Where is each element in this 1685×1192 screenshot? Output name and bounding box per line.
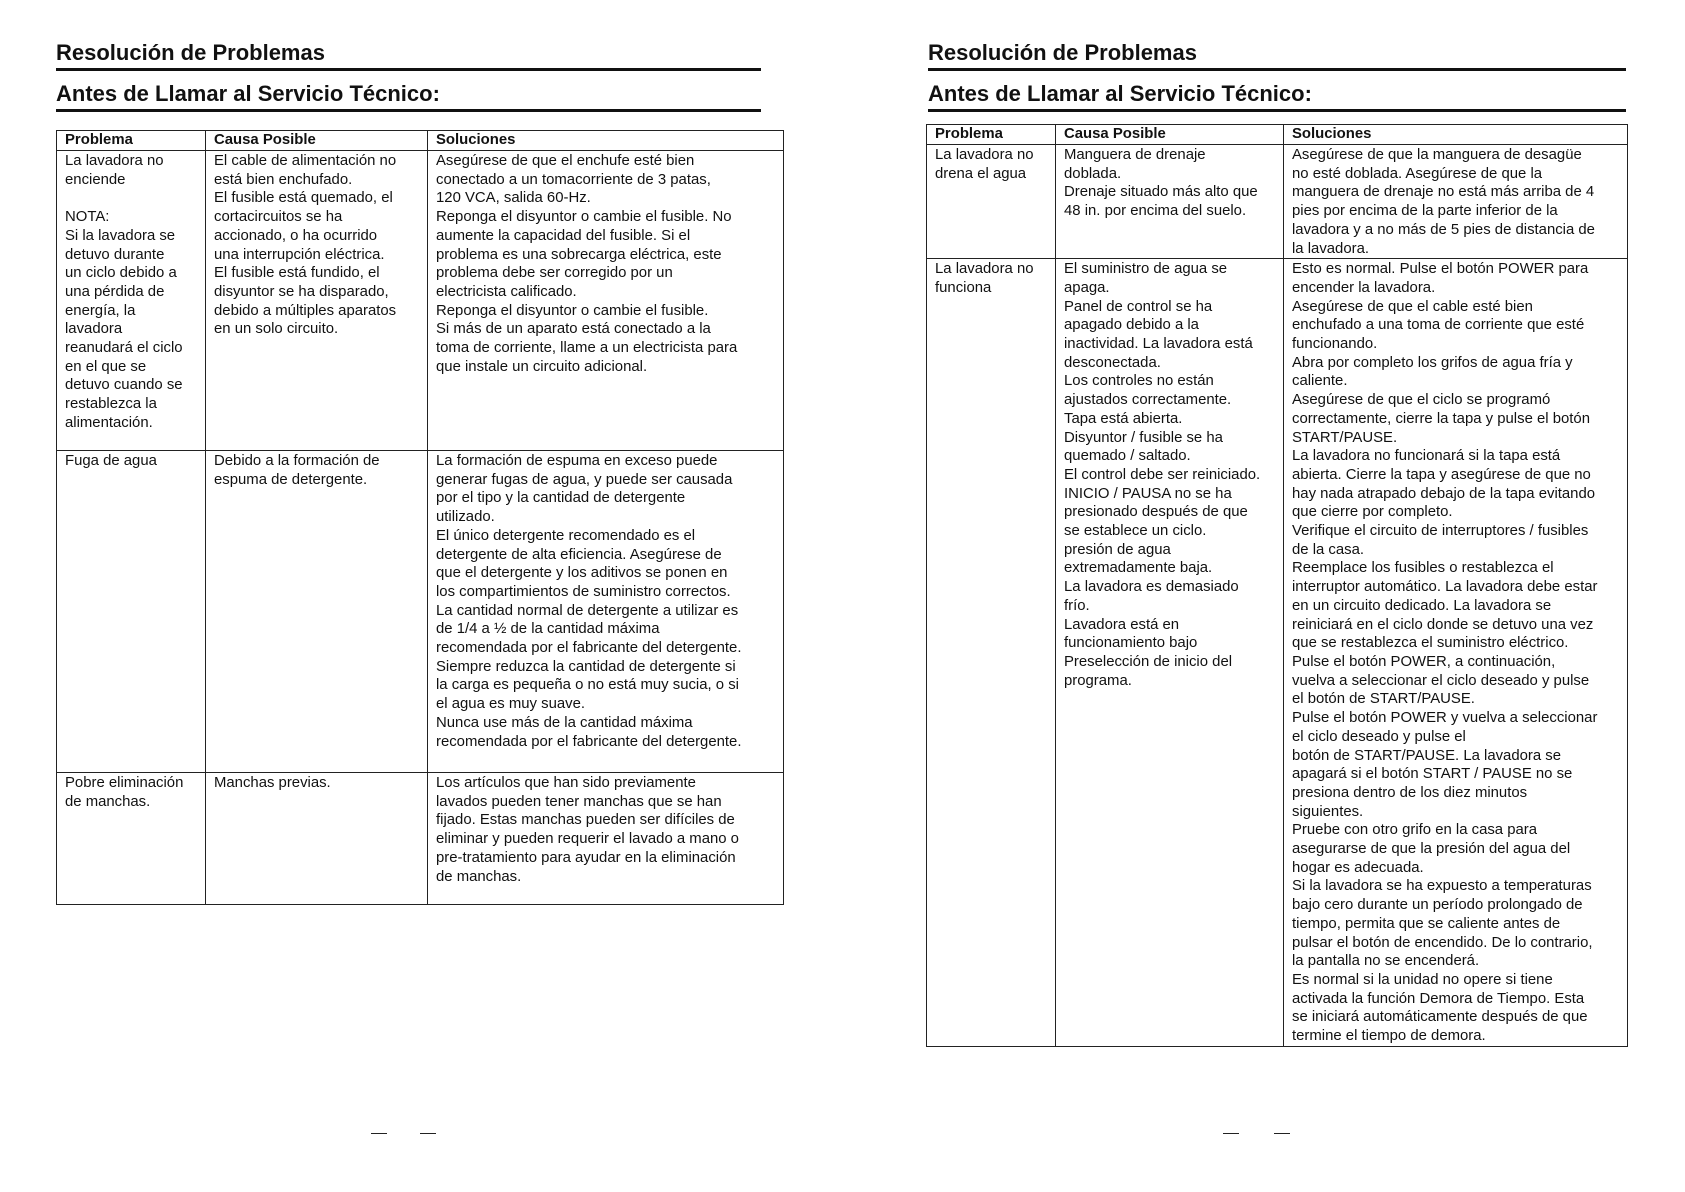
cause-line: está bien enchufado.: [214, 171, 353, 188]
solution-line: la pantalla no se encenderá.: [1292, 953, 1480, 970]
solution-cell: [428, 451, 784, 773]
solution-line: Siempre reduzca la cantidad de detergente si: [436, 658, 736, 675]
troubleshooting-table-left: [56, 130, 784, 905]
cause-cell: [1056, 145, 1284, 259]
solution-line: abierta. Cierre la tapa y asegúrese de que no: [1292, 466, 1591, 483]
solution-line: Asegúrese de que la manguera de desagüe: [1292, 147, 1582, 163]
page-number-mark: [1223, 1133, 1239, 1134]
solution-line: problema es una sobrecarga eléctrica, este: [436, 246, 722, 263]
problem-line: de manchas.: [65, 793, 151, 810]
cause-line: apaga.: [1064, 279, 1110, 296]
cause-line: El fusible está quemado, el: [214, 190, 393, 207]
solution-line: electricista calificado.: [436, 283, 577, 300]
cause-line: accionado, o ha ocurrido: [214, 227, 378, 244]
cause-line: El cable de alimentación no: [214, 153, 397, 169]
solution-line: el botón de START/PAUSE.: [1292, 691, 1475, 708]
header-problem: Problema: [57, 131, 206, 151]
solution-line: START/PAUSE.: [1292, 429, 1398, 446]
problem-line: funciona: [935, 279, 992, 296]
table-row: [57, 773, 784, 905]
solution-line: correctamente, cierre la tapa y pulse el botón: [1292, 410, 1590, 427]
solution-line: asegurarse de que la presión del agua del: [1292, 841, 1571, 858]
page-title: Resolución de Problemas: [928, 40, 1626, 71]
solution-line: Abra por completo los grifos de agua fría y: [1292, 354, 1573, 371]
cause-cell: [1056, 259, 1284, 1047]
cause-line: La lavadora es demasiado: [1064, 579, 1239, 596]
cause-line: apagado debido a la: [1064, 317, 1199, 334]
solution-line: que se restablezca el suministro eléctrico.: [1292, 635, 1569, 652]
solution-line: el ciclo deseado y pulse el: [1292, 728, 1466, 745]
solution-line: Si más de un aparato está conectado a la: [436, 321, 711, 338]
cause-line: espuma de detergente.: [214, 471, 368, 488]
solution-line: apagará si el botón START / PAUSE no se: [1292, 766, 1573, 783]
problem-line: en el que se: [65, 358, 147, 375]
problem-cell: [57, 451, 206, 773]
problem-line: La lavadora no: [935, 261, 1034, 278]
problem-line: NOTA:: [65, 209, 110, 226]
solution-cell: [1284, 145, 1628, 259]
solution-line: la lavadora.: [1292, 240, 1369, 257]
page-number-mark: [420, 1133, 436, 1134]
solution-line: Reemplace los fusibles o restablezca el: [1292, 560, 1554, 577]
cause-line: Disyuntor / fusible se ha: [1064, 429, 1223, 446]
solution-line: Pruebe con otro grifo en la casa para: [1292, 822, 1538, 839]
solution-line: Es normal si la unidad no opere si tiene: [1292, 971, 1553, 988]
cause-line: Preselección de inicio del: [1064, 653, 1233, 670]
solution-line: botón de START/PAUSE. La lavadora se: [1292, 747, 1562, 764]
cause-cell: [206, 451, 428, 773]
cause-line: funcionamiento bajo: [1064, 635, 1198, 652]
solution-line: fijado. Estas manchas pueden ser difíciles de: [436, 812, 735, 829]
table-row: [57, 451, 784, 773]
solution-line: se iniciará automáticamente después de que: [1292, 1009, 1588, 1026]
solution-line: Pulse el botón POWER y vuelva a seleccionar: [1292, 710, 1598, 727]
solution-line: 120 VCA, salida 60-Hz.: [436, 190, 591, 207]
solution-line: no esté doblada. Asegúrese de que la: [1292, 165, 1543, 182]
solution-line: conectado a un tomacorriente de 3 patas,: [436, 171, 711, 188]
cause-line: se establece un ciclo.: [1064, 523, 1207, 540]
cause-line: frío.: [1064, 597, 1090, 614]
cause-line: disyuntor se ha disparado,: [214, 283, 389, 300]
cause-line: programa.: [1064, 672, 1132, 689]
solution-line: de 1/4 a ½ de la cantidad máxima: [436, 621, 660, 638]
cause-line: Debido a la formación de: [214, 453, 380, 469]
problem-line: reanudará el ciclo: [65, 340, 183, 357]
problem-line: una pérdida de: [65, 283, 165, 300]
header-cause: Causa Posible: [206, 131, 428, 151]
page-subtitle: Antes de Llamar al Servicio Técnico:: [928, 81, 1626, 112]
solution-line: recomendada por el fabricante del detergente.: [436, 733, 742, 750]
cause-line: cortacircuitos se ha: [214, 209, 343, 226]
solution-line: La lavadora no funcionará si la tapa está: [1292, 448, 1561, 465]
cause-line: Los controles no están: [1064, 373, 1214, 390]
problem-line: detuvo durante: [65, 246, 165, 263]
solution-line: La formación de espuma en exceso puede: [436, 453, 718, 469]
table-header-row: [57, 131, 784, 151]
solution-line: la carga es pequeña o no está muy sucia, o si: [436, 677, 739, 694]
solution-line: tiempo, permita que se caliente antes de: [1292, 915, 1561, 932]
problem-line: La lavadora no: [935, 147, 1034, 163]
solution-line: de manchas.: [436, 868, 522, 885]
problem-line: drena el agua: [935, 165, 1027, 182]
problem-line: un ciclo debido a: [65, 265, 177, 282]
cause-line: doblada.: [1064, 165, 1122, 182]
solution-line: manguera de drenaje no está más arriba de 4: [1292, 184, 1595, 201]
solution-line: reiniciará en el ciclo donde se detuvo una vez: [1292, 616, 1594, 633]
solution-line: pulsar el botón de encendido. De lo contrario,: [1292, 934, 1593, 951]
cause-line: El fusible está fundido, el: [214, 265, 380, 282]
cause-line: presión de agua: [1064, 541, 1171, 558]
solution-line: hogar es adecuada.: [1292, 859, 1424, 876]
solution-line: Asegúrese de que el enchufe esté bien: [436, 153, 695, 169]
cause-cell: [206, 773, 428, 905]
cause-line: quemado / saltado.: [1064, 448, 1191, 465]
solution-line: Si la lavadora se ha expuesto a temperaturas: [1292, 878, 1592, 895]
cause-line: Tapa está abierta.: [1064, 410, 1183, 427]
solution-line: interruptor automático. La lavadora debe estar: [1292, 579, 1598, 596]
problem-line: Pobre eliminación: [65, 775, 184, 791]
solution-line: hay nada atrapado debajo de la tapa evitando: [1292, 485, 1596, 502]
solution-cell: [428, 151, 784, 451]
page-number-mark: [1274, 1133, 1290, 1134]
cause-line: Drenaje situado más alto que: [1064, 184, 1258, 201]
cause-line: una interrupción eléctrica.: [214, 246, 385, 263]
solution-line: por el tipo y la cantidad de detergente: [436, 490, 686, 507]
problem-cell: [927, 145, 1056, 259]
solution-line: eliminar y pueden requerir el lavado a mano o: [436, 831, 739, 848]
problem-cell: [57, 151, 206, 451]
cause-line: Lavadora está en: [1064, 616, 1180, 633]
solution-line: bajo cero durante un período prolongado de: [1292, 897, 1583, 914]
cause-line: El suministro de agua se: [1064, 261, 1228, 278]
solution-line: siguientes.: [1292, 803, 1364, 820]
header-cause: Causa Posible: [1056, 125, 1284, 145]
solution-line: problema debe ser corregido por un: [436, 265, 673, 282]
solution-line: activada la función Demora de Tiempo. Esta: [1292, 990, 1585, 1007]
problem-line: La lavadora no: [65, 153, 164, 169]
solution-line: Esto es normal. Pulse el botón POWER para: [1292, 261, 1589, 278]
cause-line: desconectada.: [1064, 354, 1161, 371]
cause-line: presionado después de que: [1064, 504, 1248, 521]
solution-line: en un circuito dedicado. La lavadora se: [1292, 597, 1552, 614]
solution-line: generar fugas de agua, y puede ser causada: [436, 471, 733, 488]
solution-line: que cierre por completo.: [1292, 504, 1453, 521]
solution-line: Reponga el disyuntor o cambie el fusible.: [436, 302, 709, 319]
solution-line: encender la lavadora.: [1292, 279, 1436, 296]
solution-line: utilizado.: [436, 509, 495, 526]
solution-line: La cantidad normal de detergente a utilizar es: [436, 602, 739, 619]
solution-line: El único detergente recomendado es el: [436, 527, 696, 544]
solution-line: los compartimientos de suministro correctos.: [436, 583, 731, 600]
cause-line: inactividad. La lavadora está: [1064, 336, 1253, 353]
solution-line: lavados pueden tener manchas que se han: [436, 793, 722, 810]
solution-line: presiona dentro de los diez minutos: [1292, 784, 1528, 801]
solution-line: termine el tiempo de demora.: [1292, 1028, 1486, 1045]
cause-line: El control debe ser reiniciado.: [1064, 466, 1261, 483]
problem-cell: [57, 773, 206, 905]
header-solution: Soluciones: [428, 131, 784, 151]
header-solution: Soluciones: [1284, 125, 1628, 145]
solution-line: Los artículos que han sido previamente: [436, 775, 696, 791]
page-title: Resolución de Problemas: [56, 40, 761, 71]
solution-cell: [428, 773, 784, 905]
problem-line: energía, la: [65, 302, 136, 319]
cause-line: en un solo circuito.: [214, 321, 339, 338]
cause-line: Manchas previas.: [214, 775, 331, 791]
page-subtitle: Antes de Llamar al Servicio Técnico:: [56, 81, 761, 112]
solution-line: enchufado a una toma de corriente que esté: [1292, 317, 1585, 334]
table-row: [57, 151, 784, 451]
solution-line: que el detergente y los aditivos se ponen en: [436, 565, 728, 582]
solution-line: Verifique el circuito de interruptores / fusibles: [1292, 523, 1589, 540]
solution-line: Asegúrese de que el ciclo se programó: [1292, 392, 1551, 409]
problem-line: [65, 189, 197, 208]
solution-line: Pulse el botón POWER, a continuación,: [1292, 653, 1556, 670]
solution-line: pre-tratamiento para ayudar en la eliminación: [436, 849, 736, 866]
problem-line: Si la lavadora se: [65, 227, 176, 244]
table-header-row: [927, 125, 1628, 145]
solution-cell: [1284, 259, 1628, 1047]
troubleshooting-table-right: [926, 124, 1628, 1047]
solution-line: caliente.: [1292, 373, 1348, 390]
solution-line: Asegúrese de que el cable esté bien: [1292, 298, 1533, 315]
problem-line: alimentación.: [65, 414, 153, 431]
solution-line: lavadora y a no más de 5 pies de distancia de: [1292, 221, 1595, 238]
solution-line: que instale un circuito adicional.: [436, 358, 648, 375]
solution-line: de la casa.: [1292, 541, 1365, 558]
problem-line: lavadora: [65, 321, 123, 338]
cause-line: extremadamente baja.: [1064, 560, 1213, 577]
cause-line: Manguera de drenaje: [1064, 147, 1206, 163]
table-row: [927, 145, 1628, 259]
solution-line: vuelva a seleccionar el ciclo deseado y pulse: [1292, 672, 1590, 689]
solution-line: funcionando.: [1292, 336, 1378, 353]
solution-line: Reponga el disyuntor o cambie el fusible. No: [436, 209, 732, 226]
cause-line: ajustados correctamente.: [1064, 392, 1232, 409]
header-problem: Problema: [927, 125, 1056, 145]
solution-line: el agua es muy suave.: [436, 696, 585, 713]
problem-line: detuvo cuando se: [65, 377, 183, 394]
cause-line: INICIO / PAUSA no se ha: [1064, 485, 1232, 502]
solution-line: pies por encima de la parte inferior de la: [1292, 203, 1558, 220]
cause-line: debido a múltiples aparatos: [214, 302, 397, 319]
problem-line: enciende: [65, 171, 126, 188]
solution-line: Nunca use más de la cantidad máxima: [436, 714, 693, 731]
solution-line: detergente de alta eficiencia. Asegúrese de: [436, 546, 722, 563]
solution-line: recomendada por el fabricante del detergente.: [436, 640, 742, 657]
problem-cell: [927, 259, 1056, 1047]
problem-line: Fuga de agua: [65, 453, 157, 469]
cause-line: 48 in. por encima del suelo.: [1064, 203, 1247, 220]
solution-line: toma de corriente, llame a un electricista para: [436, 340, 738, 357]
solution-line: aumente la capacidad del fusible. Si el: [436, 227, 691, 244]
cause-cell: [206, 151, 428, 451]
page-number-mark: [371, 1133, 387, 1134]
problem-line: restablezca la: [65, 396, 157, 413]
cause-line: Panel de control se ha: [1064, 298, 1213, 315]
table-row: [927, 259, 1628, 1047]
